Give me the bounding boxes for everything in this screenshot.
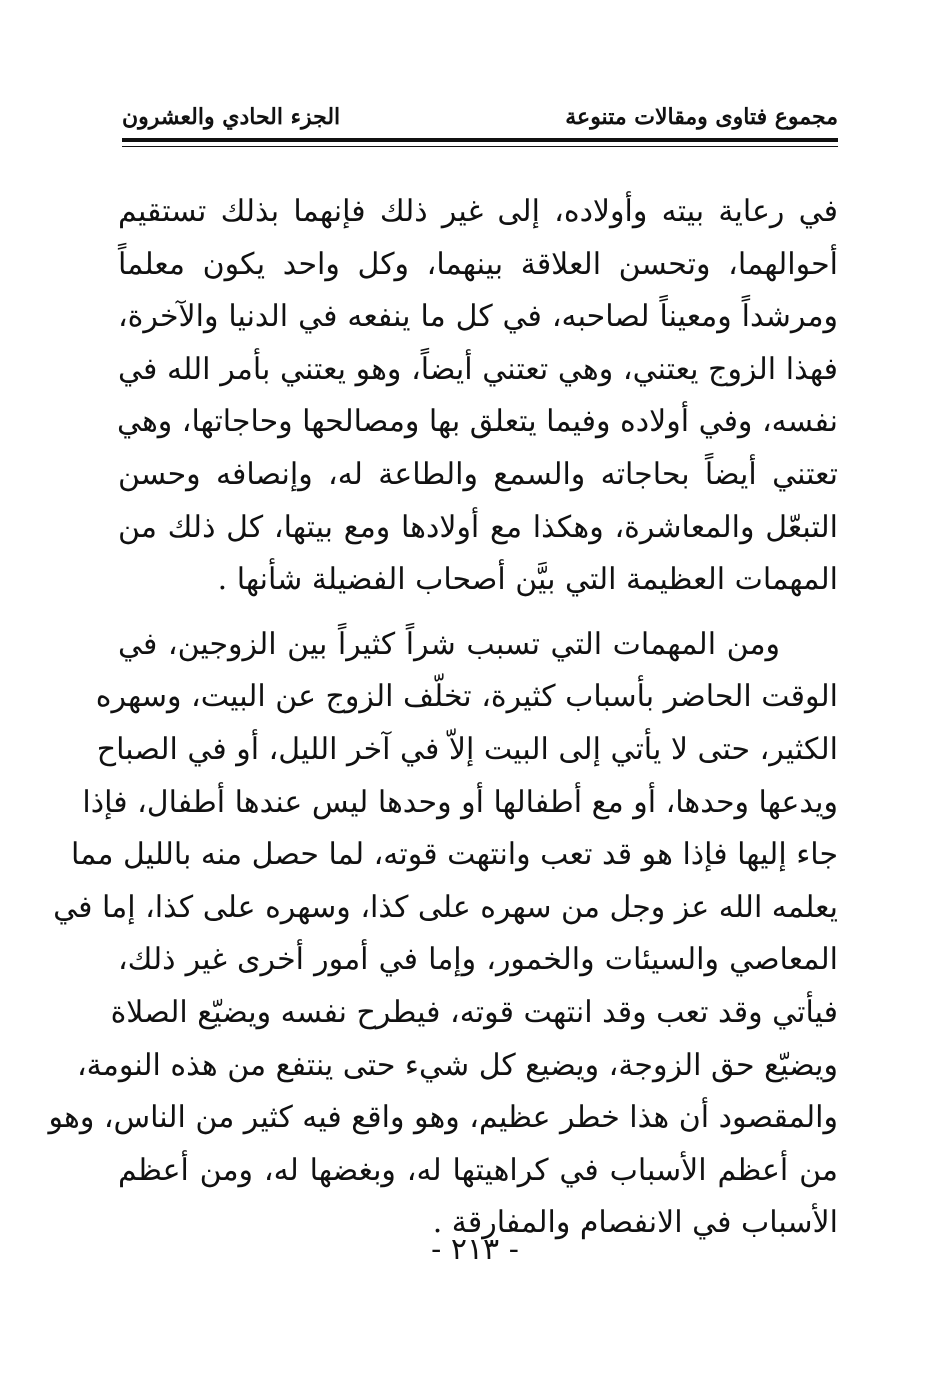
volume-title: الجزء الحادي والعشرون [122, 104, 341, 130]
text-line: نفسه، وفي أولاده وفيما يتعلق بها ومصالحها وحاجاتها، وهي [116, 404, 838, 440]
text-line: الوقت الحاضر بأسباب كثيرة، تخلّف الزوج عن البيت، وسهره [95, 679, 838, 715]
text-line: الأسباب في الانفصام والمفارقة . [432, 1205, 838, 1241]
text-line: ويدعها وحدها، أو مع أطفالها أو وحدها ليس عندها أطفال، فإذا [82, 784, 838, 820]
text-line: فهذا الزوج يعتني، وهي تعتني أيضاً، وهو يعتني بأمر الله في [118, 351, 838, 387]
text-line: ومرشداً ومعيناً لصاحبه، في كل ما ينفعه في الدنيا والآخرة، [118, 299, 838, 335]
text-line: ومن المهمات التي تسبب شراً كثيراً بين الزوجين، في [118, 626, 780, 662]
text-line: المهمات العظيمة التي بيَّن أصحاب الفضيلة شأنها . [217, 562, 838, 598]
header-rule-thick [122, 138, 838, 142]
paragraph-1 [118, 186, 838, 607]
text-line: ويضيّع حق الزوجة، ويضيع كل شيء حتى ينتفع من هذه النومة، [76, 1047, 838, 1083]
page-body [48, 186, 838, 1250]
page-number: - ٢١٣ - [431, 1232, 519, 1267]
header-rule-thin [122, 146, 838, 147]
text-line: والمقصود أن هذا خطر عظيم، وهو واقع فيه كثير من الناس، وهو [48, 1100, 838, 1136]
text-line: فيأتي وقد تعب وقد انتهت قوته، فيطرح نفسه ويضيّع الصلاة [110, 994, 838, 1030]
text-line: التبعّل والمعاشرة، وهكذا مع أولادها ومع بيتها، كل ذلك من [118, 509, 838, 545]
text-line: جاء إليها فإذا هو قد تعب وانتهت قوته، لما حصل منه بالليل مما [70, 837, 838, 873]
paragraph-2 [48, 619, 838, 1250]
text-line: أحوالهما، وتحسن العلاقة بينهما، وكل واحد يكون معلماً [118, 246, 838, 282]
text-line: في رعاية بيته وأولاده، إلى غير ذلك فإنهما بذلك تستقيم [118, 194, 838, 229]
text-line: المعاصي والسيئات والخمور، وإما في أمور أخرى غير ذلك، [118, 942, 838, 978]
running-header [122, 100, 838, 134]
text-line: الكثير، حتى لا يأتي إلى البيت إلاّ في آخر الليل، أو في الصباح [96, 731, 838, 767]
paragraph-gap [118, 607, 838, 619]
text-line: تعتني أيضاً بحاجاته والسمع والطاعة له، وإنصافه وحسن [118, 456, 838, 492]
text-line: يعلمه الله عز وجل من سهره على كذا، وسهره على كذا، إما في [53, 889, 838, 925]
text-line: من أعظم الأسباب في كراهيتها له، وبغضها له، ومن أعظم [118, 1152, 838, 1188]
book-title: مجموع فتاوى ومقالات متنوعة [565, 104, 838, 130]
